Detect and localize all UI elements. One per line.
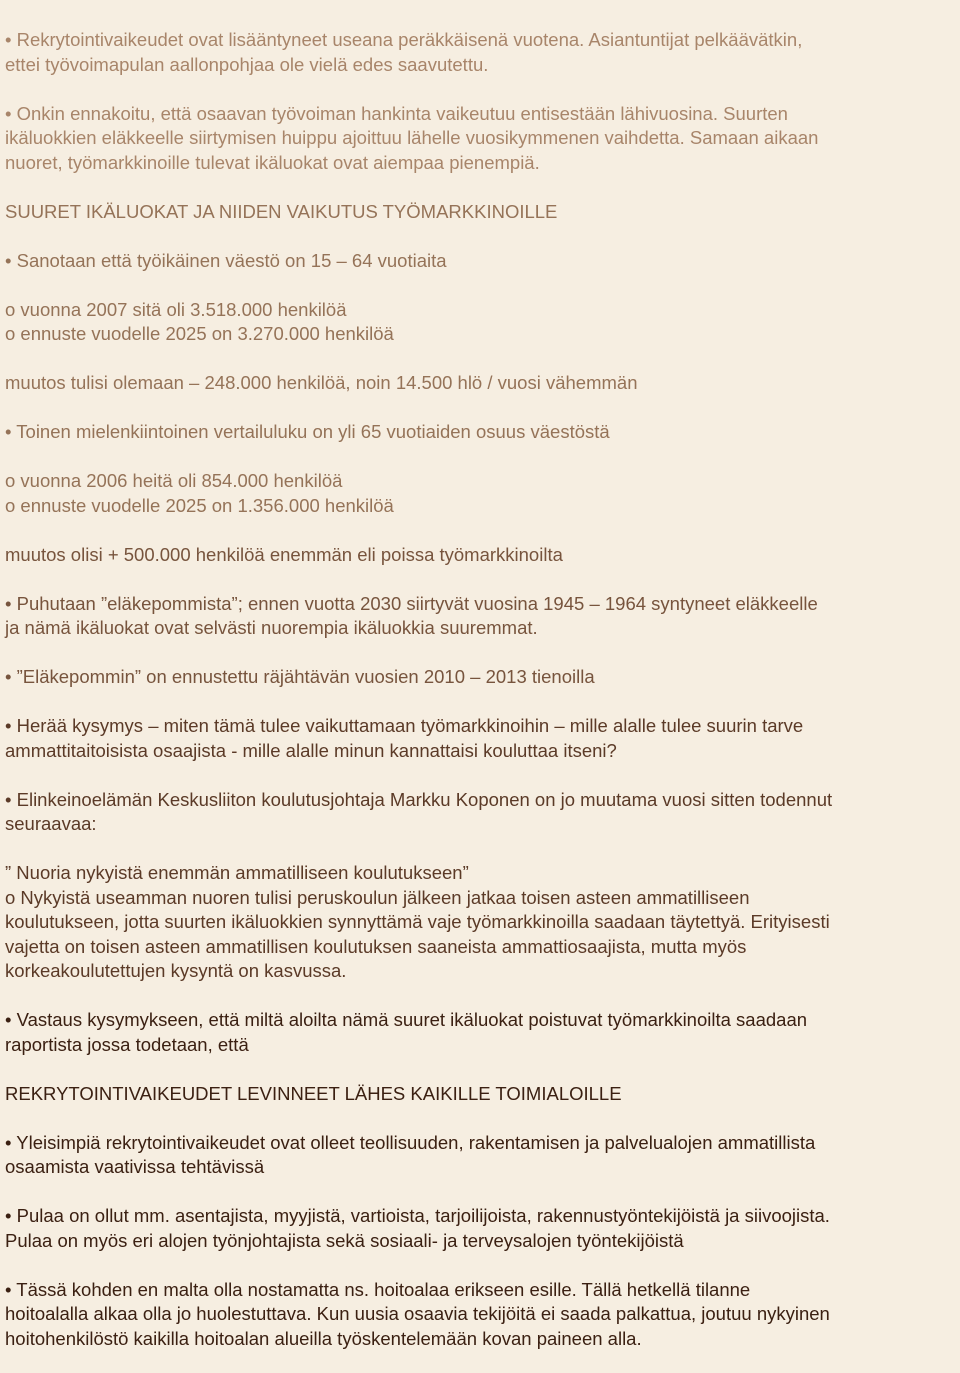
text-line: koulutukseen, jotta suurten ikäluokkien synnyttämä vaje työmarkkinoilla saadaan täytettyä. Erityisesti [5,911,830,932]
text-line: ettei työvoimapulan aallonpohjaa ole vielä edes saavutettu. [5,53,489,75]
heading-line: REKRYTOINTIVAIKEUDET LEVINNEET LÄHES KAIKILLE TOIMIALOILLE [5,1082,622,1104]
text-line: vajetta on toisen asteen ammatillisen koulutuksen saaneista ammattiosaajista, mutta myös [5,935,747,957]
paragraph-working-age-figures [5,298,952,347]
paragraph-question [5,714,952,763]
text-line: muutos olisi + 500.000 henkilöä enemmän eli poissa työmarkkinoilta [5,543,563,565]
section-heading-recruitment-spread [5,1082,952,1107]
text-line: o ennuste vuodelle 2025 on 3.270.000 henkilöä [5,323,394,344]
text-line: ja nämä ikäluokat ovat selvästi nuorempia ikäluokkia suuremmat. [5,617,538,638]
text-line: • Onkin ennakoitu, että osaavan työvoiman hankinta vaikeutuu entisestään lähivuosina. Suurten [5,102,788,124]
text-line: hoitohenkilöstö kaikilla hoitoalan alueilla työskentelemään kovan paineen alla. [5,1327,642,1349]
paragraph-pension-bomb [5,592,952,641]
text-line: • Pulaa on ollut mm. asentajista, myyjistä, vartioista, tarjoilijoista, rakennustyöntekijöistä ja siivoojista. [5,1205,830,1226]
text-line: o ennuste vuodelle 2025 on 1.356.000 henkilöä [5,494,394,516]
text-line: • Puhutaan ”eläkepommista”; ennen vuotta 2030 siirtyvät vuosina 1945 – 1964 syntyneet eläkkeelle [5,592,818,614]
text-line: korkeakoulutettujen kysyntä on kasvussa. [5,960,347,981]
text-line: • Toinen mielenkiintoinen vertailuluku on yli 65 vuotiaiden osuus väestöstä [5,421,610,442]
text-line: • Elinkeinoelämän Keskusliiton koulutusjohtaja Markku Koponen on jo muutama vuosi sitten todennut [5,788,833,810]
text-line: • Sanotaan että työikäinen väestö on 15 – 64 vuotiaita [5,249,447,271]
text-line: nuoret, työmarkkinoille tulevat ikäluokat ovat aiempaa pienempiä. [5,151,540,173]
text-line: seuraavaa: [5,813,97,834]
paragraph-common-difficulties [5,1131,952,1180]
paragraph-vocational-education [5,861,952,984]
text-line: • Yleisimpiä rekrytointivaikeudet ovat olleet teollisuuden, rakentamisen ja palvelualojen ammatillista [5,1131,816,1153]
text-line: • Rekrytointivaikeudet ovat lisääntyneet useana peräkkäisenä vuotena. Asiantuntijat pelkäävätkin, [5,29,803,50]
section-heading-large-age-groups [5,200,952,225]
text-line: • Herää kysymys – miten tämä tulee vaikuttamaan työmarkkinoihin – mille alalle tulee suurin tarve [5,715,804,736]
paragraph-over-65 [5,420,952,445]
text-line: o vuonna 2006 heitä oli 854.000 henkilöä [5,470,343,491]
text-line: o vuonna 2007 sitä oli 3.518.000 henkilöä [5,298,347,320]
text-line: osaamista vaativissa tehtävissä [5,1156,265,1177]
heading-line: SUURET IKÄLUOKAT JA NIIDEN VAIKUTUS TYÖMARKKINOILLE [5,200,558,222]
paragraph-over-65-change [5,543,952,568]
text-line: • ”Eläkepommin” on ennustettu räjähtävän vuosien 2010 – 2013 tienoilla [5,666,595,687]
paragraph-healthcare [5,1278,952,1352]
text-line: Pulaa on myös eri alojen työnjohtajista sekä sosiaali- ja terveysalojen työntekijöistä [5,1229,684,1251]
text-line: ammattitaitoisista osaajista - mille alalle minun kannattaisi kouluttaa itseni? [5,739,617,761]
text-line: • Vastaus kysymykseen, että miltä aloilta nämä suuret ikäluokat poistuvat työmarkkinoilta saadaan [5,1009,808,1030]
text-line: o Nykyistä useamman nuoren tulisi peruskoulun jälkeen jatkaa toisen asteen ammatilliseen [5,886,750,908]
paragraph-shortage-occupations [5,1204,952,1253]
paragraph-working-age-change [5,371,952,396]
paragraph-labor-forecast [5,102,952,176]
text-line: • Tässä kohden en malta olla nostamatta ns. hoitoalaa erikseen esille. Tällä hetkellä tilanne [5,1278,751,1300]
paragraph-ek-statement [5,788,952,837]
text-line: muutos tulisi olemaan – 248.000 henkilöä, noin 14.500 hlö / vuosi vähemmän [5,372,638,393]
paragraph-recruitment-difficulties [5,28,952,77]
paragraph-over-65-figures [5,469,952,518]
text-line: ” Nuoria nykyistä enemmän ammatilliseen koulutukseen” [5,862,469,883]
text-line: hoitoalalla alkaa olla jo huolestuttava. Kun uusia osaavia tekijöitä ei saada palkattua, joutuu nykyinen [5,1303,830,1324]
paragraph-pension-bomb-forecast [5,665,952,690]
paragraph-answer [5,1008,952,1057]
text-line: raportista jossa todetaan, että [5,1033,249,1055]
paragraph-working-age [5,249,952,274]
text-line: ikäluokkien eläkkeelle siirtymisen huippu ajoittuu lähelle vuosikymmenen vaihdetta. Samaan aikaan [5,127,819,148]
